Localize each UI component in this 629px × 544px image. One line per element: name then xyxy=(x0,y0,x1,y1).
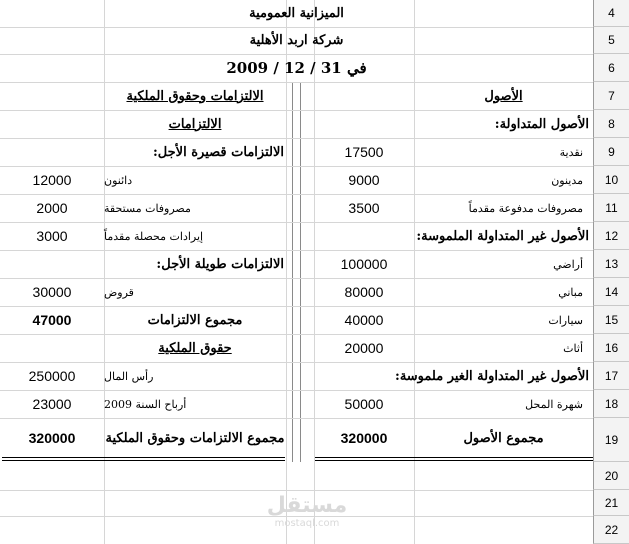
row-header[interactable]: 5 xyxy=(593,27,629,54)
goodwill-value[interactable]: 50000 xyxy=(344,396,384,412)
row-header[interactable]: 7 xyxy=(593,82,629,110)
row-header[interactable]: 12 xyxy=(593,222,629,250)
cars-value[interactable]: 40000 xyxy=(344,312,384,328)
mostaql-watermark xyxy=(252,494,362,540)
loans-value[interactable]: 30000 xyxy=(32,284,72,300)
short-term-liabilities-header[interactable]: الالتزامات قصيرة الأجل: xyxy=(152,144,284,160)
buildings-value[interactable]: 80000 xyxy=(344,284,384,300)
intangible-noncurrent-header[interactable]: الأصول غير المتداولة الغير ملموسة: xyxy=(395,368,589,384)
watermark-latin: mostaql.com xyxy=(274,518,340,529)
cars-label[interactable]: سيارات xyxy=(548,313,583,327)
row-header[interactable]: 4 xyxy=(593,0,629,27)
buildings-label[interactable]: مباني xyxy=(558,285,583,299)
row-header[interactable]: 9 xyxy=(593,138,629,166)
row-header[interactable]: 19 xyxy=(593,418,629,462)
row-header[interactable]: 8 xyxy=(593,110,629,138)
goodwill-label[interactable]: شهرة المحل xyxy=(525,397,583,411)
furniture-label[interactable]: أثاث xyxy=(563,341,583,355)
total-liabilities-value[interactable]: 47000 xyxy=(32,312,72,328)
cash-label[interactable]: نقدية xyxy=(559,145,583,159)
loans-label[interactable]: قروض xyxy=(104,285,134,299)
row-header[interactable]: 21 xyxy=(593,490,629,516)
row-header[interactable]: 22 xyxy=(593,516,629,544)
row-header[interactable]: 11 xyxy=(593,194,629,222)
assets-header[interactable]: الأصول xyxy=(484,88,523,104)
furniture-value[interactable]: 20000 xyxy=(344,340,384,356)
grid-row-line xyxy=(0,490,593,491)
statement-date[interactable]: في 31 / 12 / 2009 xyxy=(226,59,367,77)
land-value[interactable]: 100000 xyxy=(340,256,388,272)
total-assets-value[interactable]: 320000 xyxy=(340,430,388,446)
long-term-liabilities-header[interactable]: الالتزامات طويلة الأجل: xyxy=(156,256,284,272)
capital-value[interactable]: 250000 xyxy=(28,368,76,384)
total-assets-label[interactable]: مجموع الأصول xyxy=(463,430,544,446)
grand-total-label[interactable]: مجموع الالتزامات وحقوق الملكية xyxy=(105,430,285,446)
double-underline xyxy=(2,460,285,461)
creditors-label[interactable]: دائنون xyxy=(104,173,133,187)
separator-line xyxy=(292,82,293,462)
row-header[interactable]: 13 xyxy=(593,250,629,278)
row-header[interactable]: 18 xyxy=(593,390,629,418)
total-liabilities-label[interactable]: مجموع الالتزامات xyxy=(147,312,243,328)
row-header[interactable]: 15 xyxy=(593,306,629,334)
sheet-title[interactable]: الميزانية العمومية xyxy=(249,6,344,21)
row-header[interactable]: 17 xyxy=(593,362,629,390)
debtors-value[interactable]: 9000 xyxy=(348,172,380,188)
row-header[interactable]: 16 xyxy=(593,334,629,362)
capital-label[interactable]: رأس المال xyxy=(104,369,154,383)
debtors-label[interactable]: مدينون xyxy=(551,173,583,187)
unearned-revenue-value[interactable]: 3000 xyxy=(36,228,68,244)
row-header[interactable]: 6 xyxy=(593,54,629,82)
prepaid-expenses-value[interactable]: 3500 xyxy=(348,200,380,216)
land-label[interactable]: أراضي xyxy=(553,257,583,271)
company-name[interactable]: شركة اربد الأهلية xyxy=(249,33,344,48)
profit-value[interactable]: 23000 xyxy=(32,396,72,412)
row-header[interactable]: 20 xyxy=(593,462,629,490)
tangible-noncurrent-header[interactable]: الأصول غير المتداولة الملموسة: xyxy=(416,228,589,244)
separator-line xyxy=(300,82,301,462)
grand-total-value[interactable]: 320000 xyxy=(28,430,76,446)
row-header[interactable]: 10 xyxy=(593,166,629,194)
creditors-value[interactable]: 12000 xyxy=(32,172,72,188)
prepaid-expenses-label[interactable]: مصروفات مدفوعة مقدماً xyxy=(468,201,583,215)
accrued-expenses-value[interactable]: 2000 xyxy=(36,200,68,216)
liabilities-subheader[interactable]: الالتزامات xyxy=(168,116,222,132)
double-underline xyxy=(315,460,593,461)
profit-label[interactable]: أرباح السنة 2009 xyxy=(104,397,187,411)
equity-header[interactable]: حقوق الملكية xyxy=(158,340,232,356)
row-header[interactable]: 14 xyxy=(593,278,629,306)
unearned-revenue-label[interactable]: إيرادات محصلة مقدماً xyxy=(104,229,204,243)
accrued-expenses-label[interactable]: مصروفات مستحقة xyxy=(104,201,191,215)
liabilities-equity-header[interactable]: الالتزامات وحقوق الملكية xyxy=(126,88,264,104)
watermark-arabic: مستقل xyxy=(266,493,348,518)
cash-value[interactable]: 17500 xyxy=(344,144,384,160)
current-assets-header[interactable]: الأصول المتداولة: xyxy=(494,116,589,132)
